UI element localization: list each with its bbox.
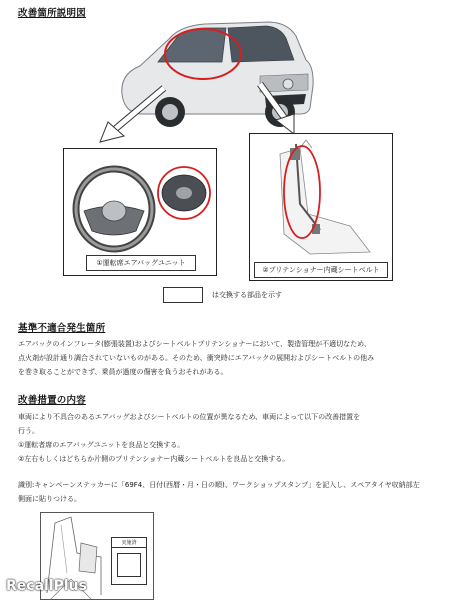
diagram-title: 改善箇所説明図 [18,8,86,19]
identification-body [18,478,463,506]
sticker-label: 実施済 [112,538,146,548]
seatbelt-detail-frame [249,133,393,281]
seatbelt-illustration [250,134,392,280]
watermark-logo: RecallPlus [6,578,87,594]
identification-line: 識別:キャンペーンステッカーに「69F4、日付(西暦・月・日の順)、ワークショップスタンプ」を記入し、スペアタイヤ収納部左 [18,481,420,489]
legend-text: は交換する部品を示す [212,291,282,299]
caption-seatbelt: ②プリテンショナー内蔵シートベルト [254,262,388,278]
caption-airbag: ①運転席エアバッグユニット [86,255,196,271]
measures-heading: 改善措置の内容 [18,395,86,406]
campaign-sticker [111,537,147,585]
defect-heading: 基準不適合発生箇所 [18,323,106,334]
airbag-detail-frame [63,148,217,276]
measures-line: ②左右もしくはどちらか片側のプリテンショナー内蔵シートベルトを良品と交換する。 [18,455,290,463]
legend-box [163,287,203,303]
defect-line: 点火剤が設計通り調合されていないものがある。そのため、衝突時にエアバックの展開およびシートベルトの他み [18,354,375,362]
measures-line: 車両により不具合のあるエアバッグおよびシートベルトの位置が異なるため、車両によって以下の改善措置を [18,413,361,421]
measures-line: 行う。 [18,427,39,435]
defect-line: を巻き取ることができず、乗員が過度の傷害を負うおそれがある。 [18,368,228,376]
defect-body [18,337,463,379]
measures-line: ①運転者席のエアバッグユニットを良品と交換する。 [18,441,185,449]
identification-line: 側面に貼りつける。 [18,495,81,503]
sticker-stamp-area [117,553,141,577]
measures-body [18,410,463,466]
defect-line: エアバックのインフレータ(膨張装置)およびシートベルトプリテンショナーにおいて、製造管理が不適切なため、 [18,340,371,348]
